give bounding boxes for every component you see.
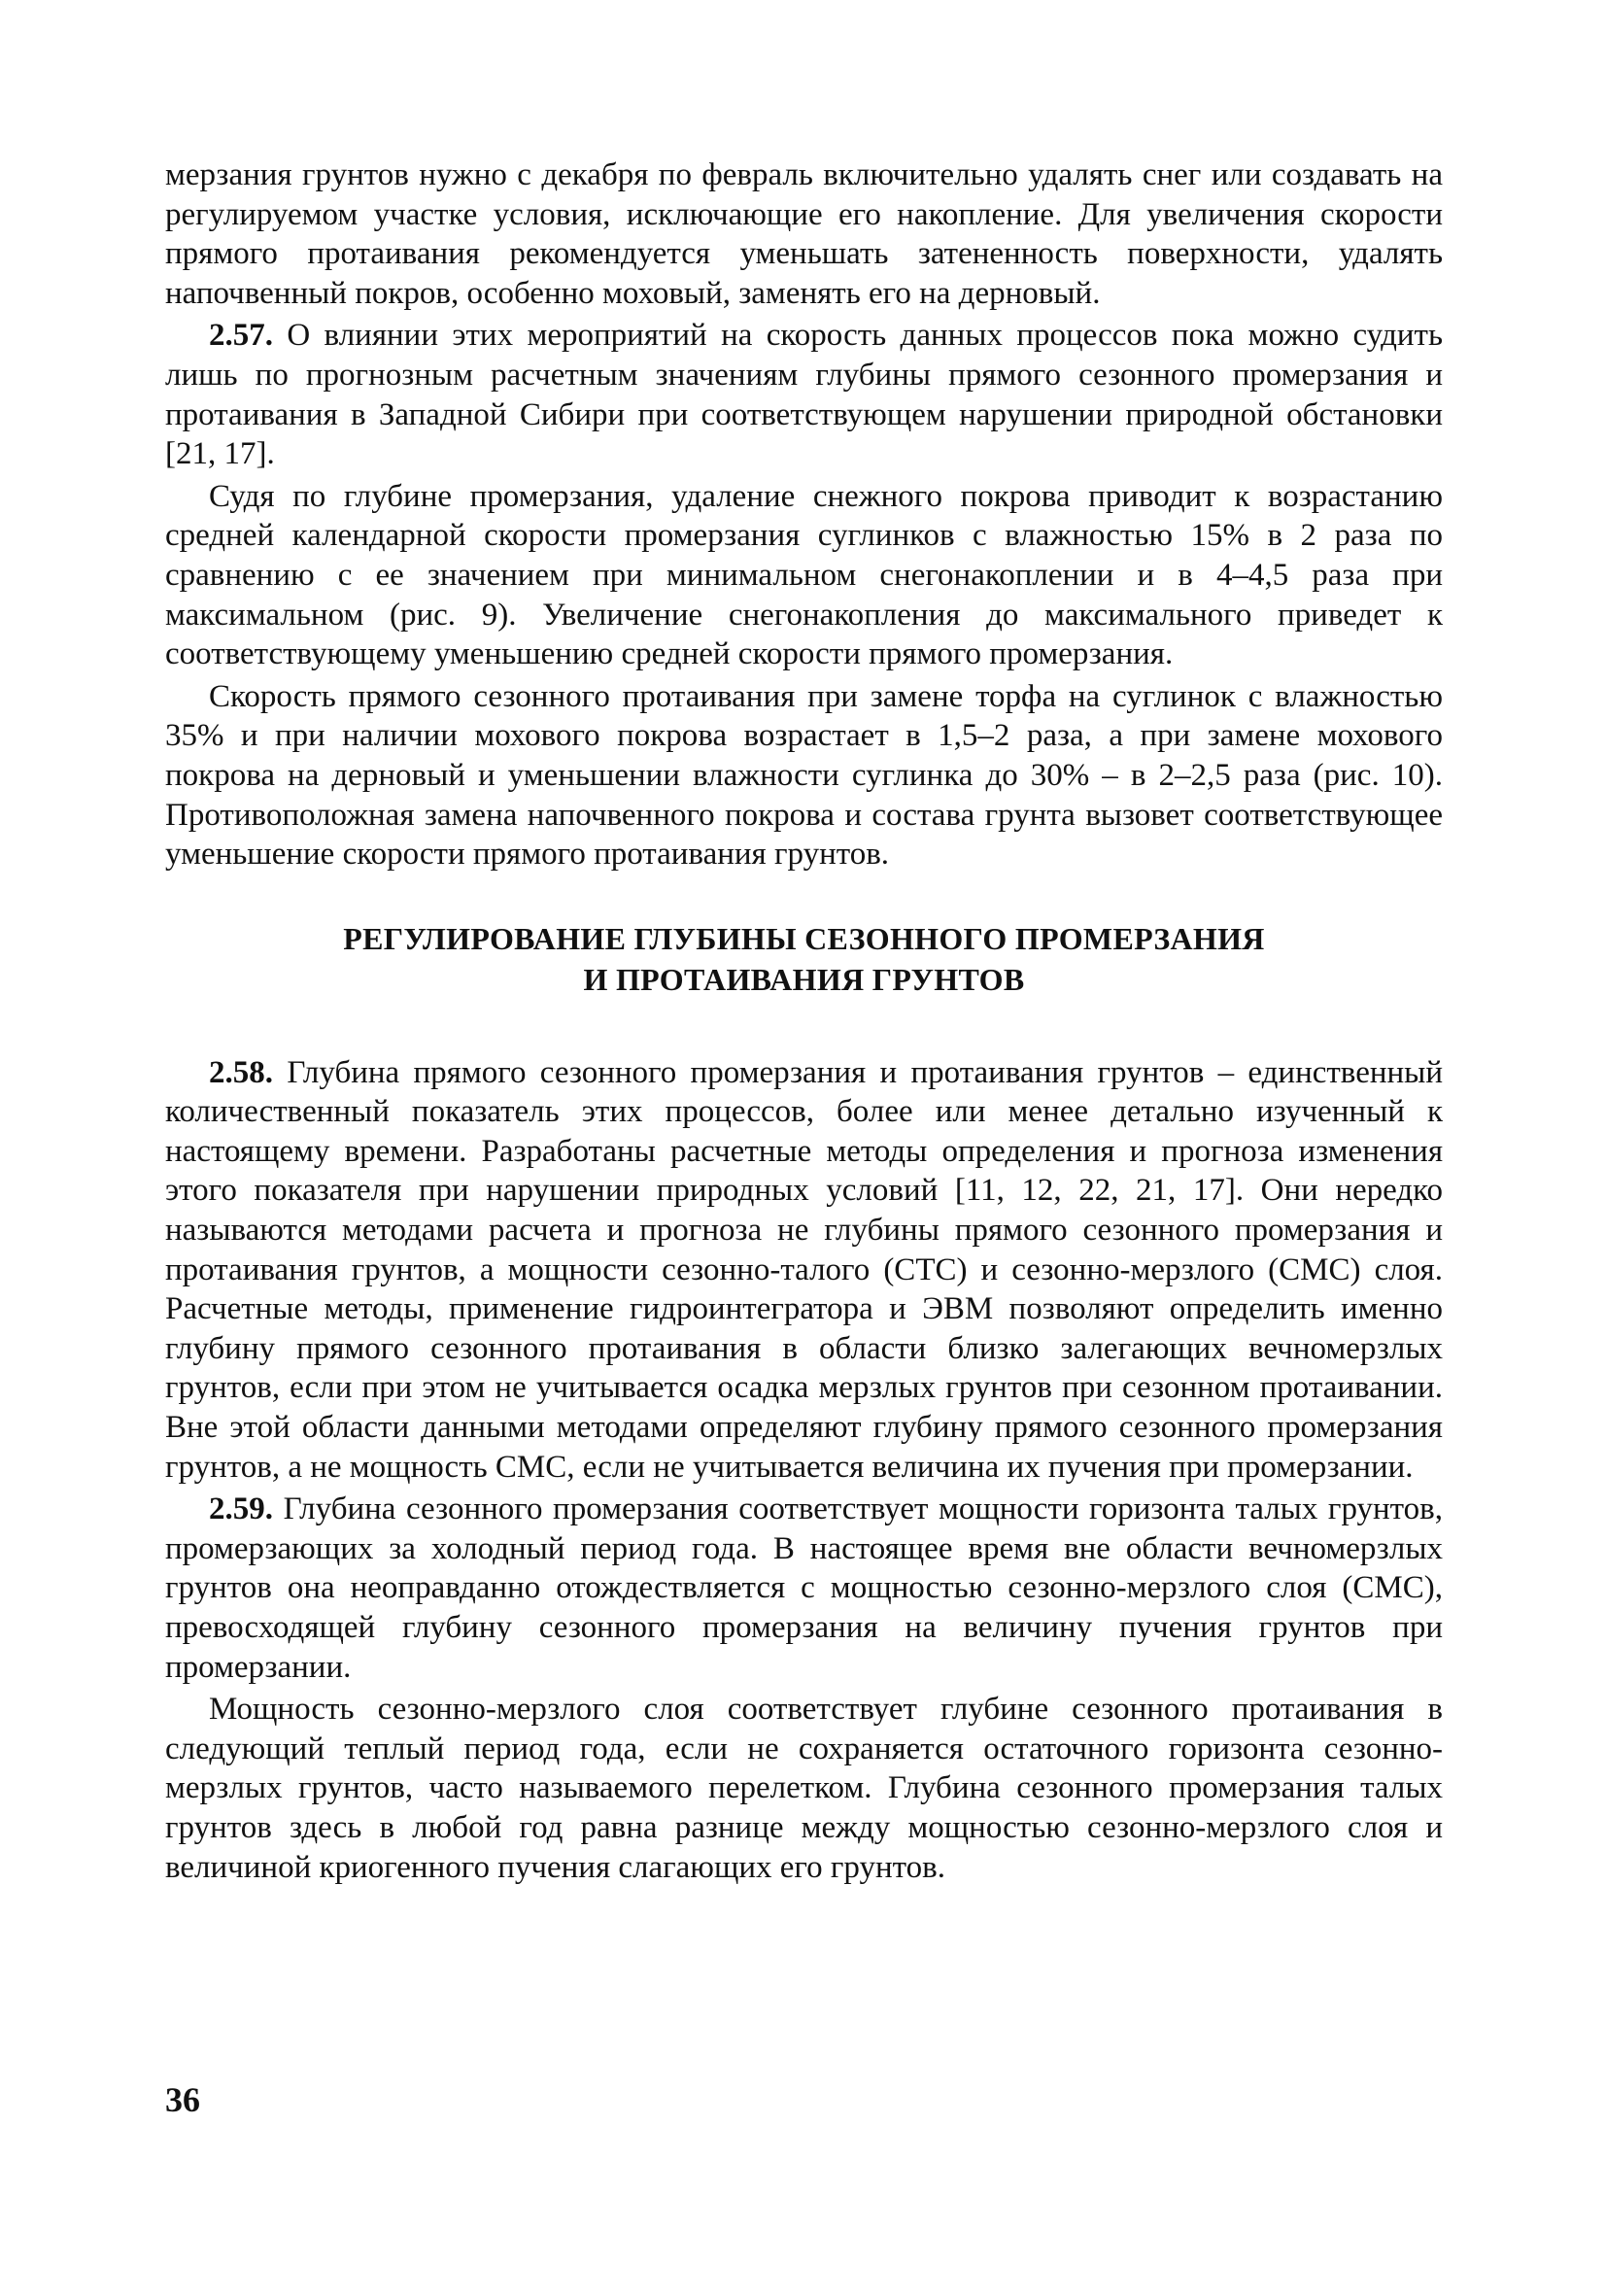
- paragraph-number: 2.57.: [209, 318, 273, 354]
- paragraph-text: О влиянии этих мероприятий на скорость данных процессов пока можно судить лишь по прогнозным расчетным значениям глубины прямого сезонного промерзания и протаивания в Западной Сибири при соответствующем нарушении природной обстановки [21, 17].: [165, 318, 1443, 472]
- paragraph-text: мерзания грунтов нужно с декабря по февраль включительно удалять снег или создавать на регулируемом участке условия, исключающие его накопление. Для увеличения скорости прямого протаивания рекомендуется уменьшать затененность поверхности, удалять напочвенный покров, особенно моховый, заменять его на дерновый.: [165, 157, 1443, 311]
- paragraph-text: Глубина прямого сезонного промерзания и протаивания грунтов – единственный количественный показатель этих процессов, более или менее детально изученный к настоящему времени. Разработаны расчетные методы определения и прогноза изменения этого показателя при нарушении природных условий [11, 12, 22, 21, 17]. Они нередко называются методами расчета и прогноза не глубины прямого сезонного промерзания и протаивания грунтов, а мощности сезонно-талого (СТС) и сезонно-мерзлого (СМС) слоя. Расчетные методы, применение гидроинтегратора и ЭВМ позволяют определить именно глубину прямого сезонного протаивания в области близко залегающих вечномерзлых грунтов, если при этом не учитывается осадка мерзлых грунтов при сезонном протаивании. Вне этой области данными методами определяют глубину прямого сезонного промерзания грунтов, а не мощность СМС, если не учитывается величина их пучения при промерзании.: [165, 1054, 1443, 1485]
- page-body: [165, 155, 1443, 1887]
- section-heading-line-1: РЕГУЛИРОВАНИЕ ГЛУБИНЫ СЕЗОННОГО ПРОМЕРЗАНИЯ: [343, 920, 1265, 956]
- paragraph-thawing-speed: [165, 677, 1443, 874]
- paragraph-text: Глубина сезонного промерзания соответствует мощности горизонта талых грунтов, промерзающих за холодный период года. В настоящее время вне области вечномерзлых грунтов она неоправданно отождествляется с мощностью сезонно-мерзлого слоя (СМС), превосходящей глубину сезонного промерзания на величину пучения грунтов при промерзании.: [165, 1491, 1443, 1685]
- paragraph-freezing-speed: [165, 477, 1443, 674]
- paragraph-text: Скорость прямого сезонного протаивания при замене торфа на суглинок с влажностью 35% и при наличии мохового покрова возрастает в 1,5–2 раза, а при замене мохового покрова на дерновый и уменьшении влажности суглинка до 30% – в 2–2,5 раза (рис. 10). Противоположная замена напочвенного покрова и состава грунта вызовет соответствующее уменьшение скорости прямого протаивания грунтов.: [165, 678, 1443, 873]
- paragraph-2-57: [165, 316, 1443, 473]
- paragraph-number: 2.58.: [209, 1054, 273, 1090]
- paragraph-number: 2.59.: [209, 1491, 273, 1527]
- paragraph-continuation: [165, 155, 1443, 313]
- paragraph-text: Мощность сезонно-мерзлого слоя соответствует глубине сезонного протаивания в следующий теплый период года, если не сохраняется остаточного горизонта сезонно-мерзлых грунтов, часто называемого перелетком. Глубина сезонного промерзания талых грунтов здесь в любой год равна разнице между мощностью сезонно-мерзлого слоя и величиной криогенного пучения слагающих его грунтов.: [165, 1692, 1443, 1885]
- page-number: 36: [165, 2080, 200, 2119]
- paragraph-2-58: [165, 1053, 1443, 1488]
- section-heading-line-2: И ПРОТАИВАНИЯ ГРУНТОВ: [583, 961, 1025, 997]
- paragraph-text: Судя по глубине промерзания, удаление снежного покрова приводит к возрастанию средней календарной скорости промерзания суглинков с влажностью 15% в 2 раза по сравнению с ее значением при минимальном снегонакоплении и в 4–4,5 раза при максимальном (рис. 9). Увеличение снегонакопления до максимального приведет к соответствующему уменьшению средней скорости прямого промерзания.: [165, 478, 1443, 672]
- paragraph-2-59: [165, 1490, 1443, 1687]
- section-heading: [165, 918, 1443, 1000]
- paragraph-seasonal-layer: [165, 1690, 1443, 1887]
